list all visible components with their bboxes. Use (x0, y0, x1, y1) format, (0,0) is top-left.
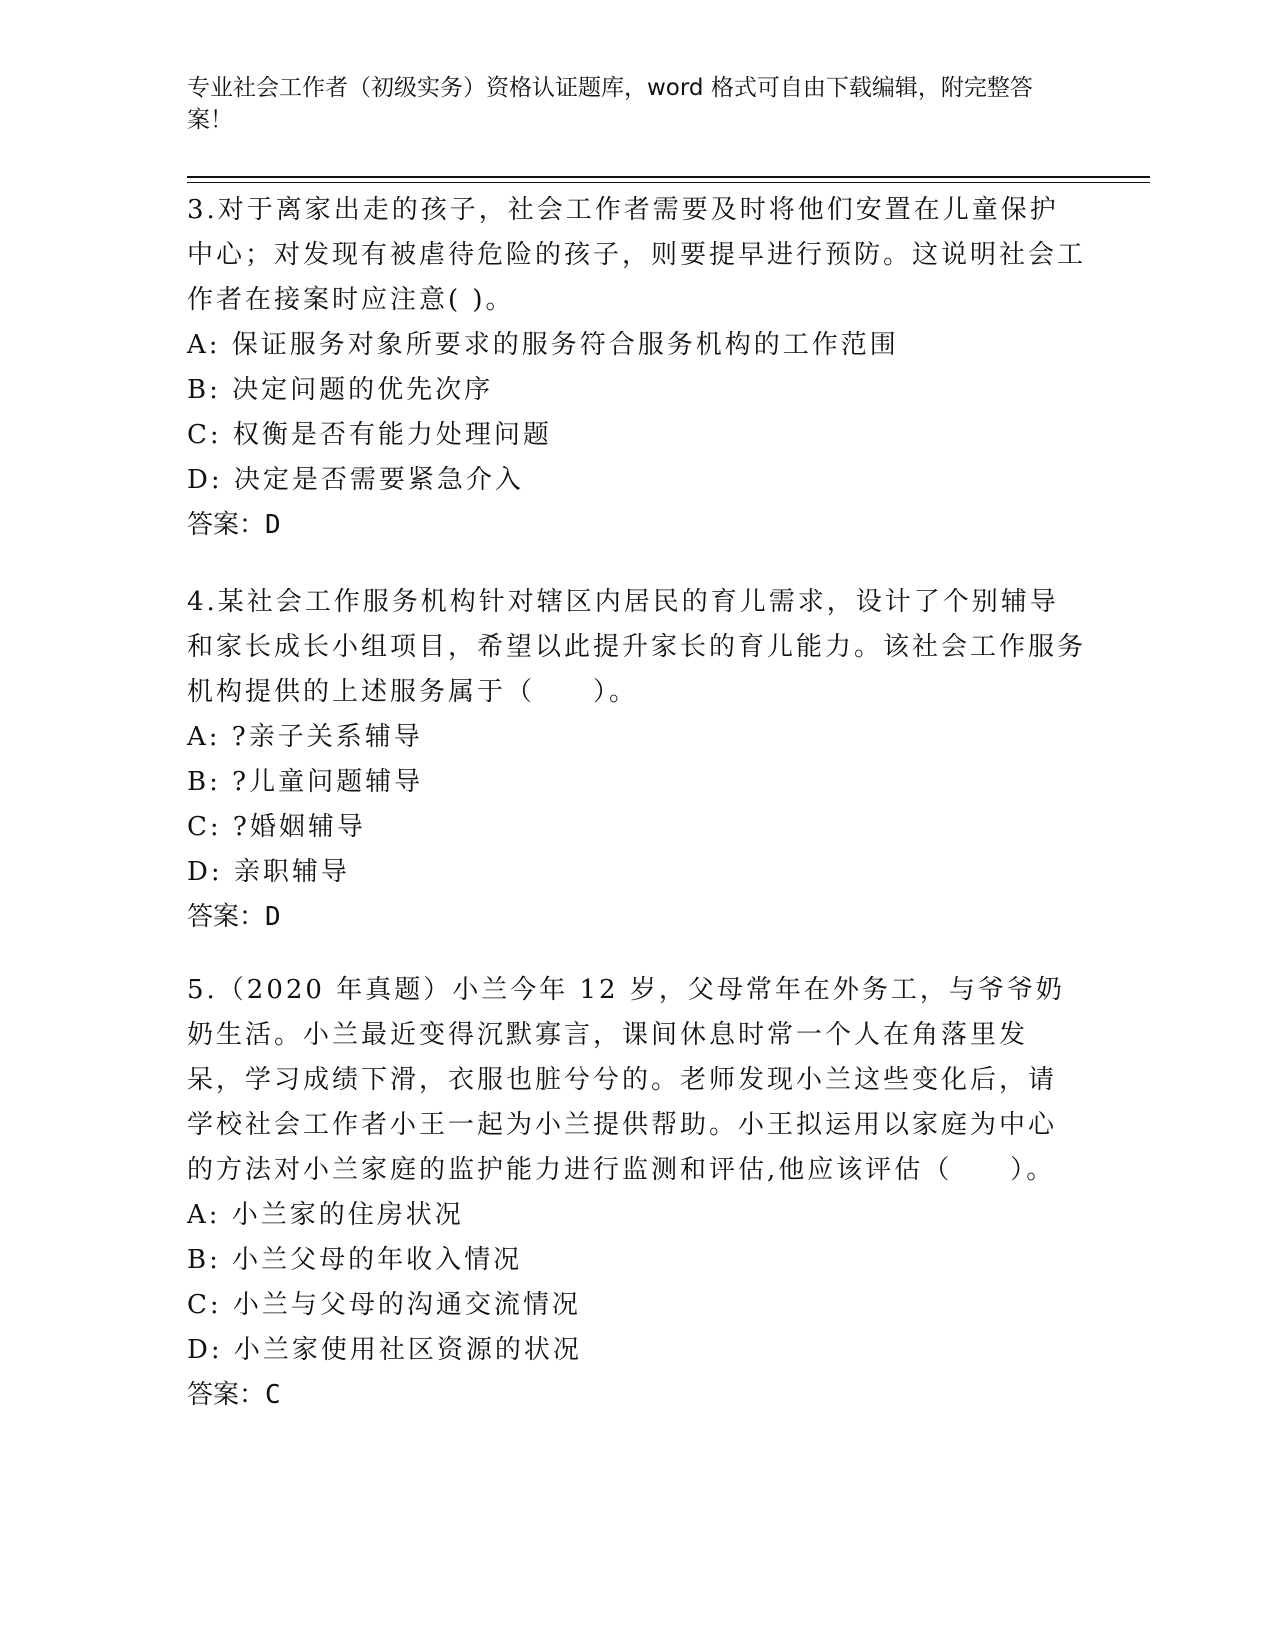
answer-line (187, 895, 1087, 940)
option-a: A: ?亲子关系辅导 (187, 722, 423, 752)
answer-label: 答案： (187, 902, 266, 932)
question-5 (187, 968, 1067, 1418)
option-c: C: 权衡是否有能力处理问题 (187, 420, 552, 450)
question-4 (187, 580, 1087, 940)
option-a: A: 小兰家的住房状况 (187, 1200, 464, 1230)
option-d: D: 亲职辅导 (187, 857, 350, 887)
option-d: D: 决定是否需要紧急介入 (187, 465, 524, 495)
answer-value: D (265, 902, 281, 932)
answer-label: 答案： (187, 1380, 266, 1410)
document-header: 专业社会工作者（初级实务）资格认证题库，word 格式可自由下载编辑，附完整答案！ (187, 75, 1033, 133)
answer-line (187, 503, 1087, 548)
option-d: D: 小兰家使用社区资源的状况 (187, 1335, 582, 1365)
option-c: C: 小兰与父母的沟通交流情况 (187, 1290, 581, 1320)
option-a: A: 保证服务对象所要求的服务符合服务机构的工作范围 (187, 330, 899, 360)
option-b: B: 决定问题的优先次序 (187, 375, 494, 405)
option-b: B: 小兰父母的年收入情况 (187, 1245, 523, 1275)
question-3 (187, 188, 1087, 548)
header-divider-thin (187, 182, 1150, 183)
header-divider-thick (187, 176, 1150, 178)
answer-value: C (265, 1380, 281, 1410)
option-c: C: ?婚姻辅导 (187, 812, 366, 842)
question-stem: 5.（2020 年真题）小兰今年 12 岁，父母常年在外务工，与爷爷奶奶生活。小兰最近变得沉默寡言，课间休息时常一个人在角落里发呆，学习成绩下滑，衣服也脏兮兮的。老师发现小兰这些变化后，请学校社会工作者小王一起为小兰提供帮助。小王拟运用以家庭为中心的方法对小兰家庭的监护能力进行监测和评估,他应该评估（ ）。 (187, 975, 1065, 1185)
question-stem: 3.对于离家出走的孩子，社会工作者需要及时将他们安置在儿童保护中心；对发现有被虐待危险的孩子，则要提早进行预防。这说明社会工作者在接案时应注意( )。 (187, 195, 1087, 315)
answer-line (187, 1373, 1067, 1418)
question-stem: 4.某社会工作服务机构针对辖区内居民的育儿需求，设计了个别辅导和家长成长小组项目，希望以此提升家长的育儿能力。该社会工作服务机构提供的上述服务属于（ ）。 (187, 587, 1087, 707)
option-b: B: ?儿童问题辅导 (187, 767, 424, 797)
answer-label: 答案： (187, 510, 266, 540)
answer-value: D (265, 510, 281, 540)
